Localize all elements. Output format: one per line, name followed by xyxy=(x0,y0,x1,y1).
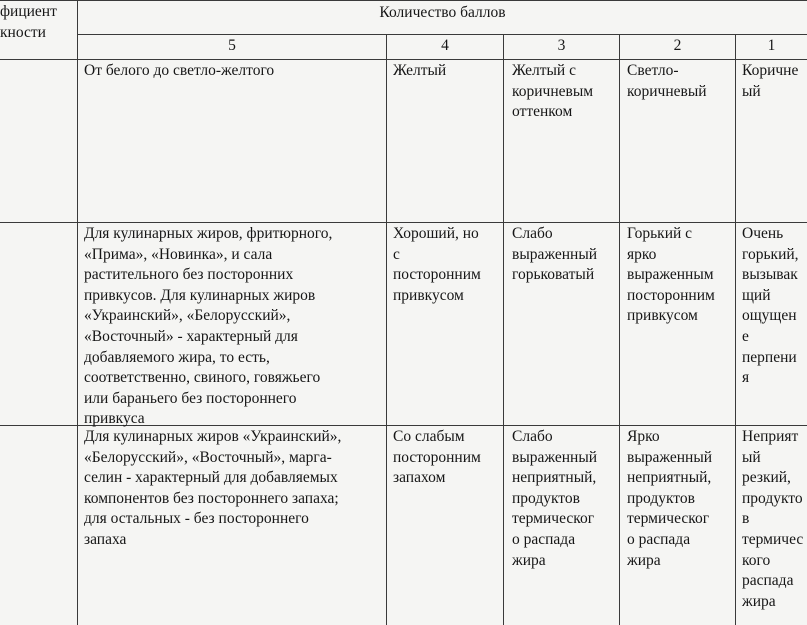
rule-header-split xyxy=(78,34,807,35)
rule-col-4 xyxy=(619,34,620,625)
cell-taste-score-2-line: посторонним xyxy=(627,286,715,304)
cell-smell-score-1-line: кого xyxy=(742,551,771,569)
cell-smell-score-3-line: о распада xyxy=(512,531,576,548)
cell-taste-score-4-line: привкусом xyxy=(393,286,464,304)
cell-taste-score-4-line: Хороший, но xyxy=(393,225,479,242)
cell-color-score-2-line: Светло- xyxy=(627,62,679,79)
cell-smell-score-5-line: Для кулинарных жиров «Украинский», xyxy=(84,428,342,445)
cell-smell-score-2-line: выраженный xyxy=(627,448,713,466)
cell-taste-score-2-line: ярко xyxy=(627,245,657,263)
cell-taste-score-3-line: Слабо xyxy=(512,225,553,242)
cell-taste-score-3-line: горьковатый xyxy=(512,266,595,284)
score-5-header: 5 xyxy=(228,37,236,54)
cell-smell-score-5-line: для остальных - без постороннего xyxy=(84,510,309,528)
score-4-header: 4 xyxy=(441,37,449,54)
cell-taste-score-5-line: «Украинский», «Белорусский», xyxy=(84,307,291,325)
cell-taste-score-5-line: или бараньего без постороннего xyxy=(84,389,297,407)
cell-color-score-3-line: Желтый с xyxy=(512,62,576,79)
cell-taste-score-1-line: вызывак xyxy=(742,266,798,284)
cell-smell-score-1-line: Неприят xyxy=(742,428,799,445)
cell-taste-score-1-line: горький, xyxy=(742,245,799,263)
cell-smell-score-1-line: продукто xyxy=(742,489,803,507)
cell-taste-score-2-line: Горький с xyxy=(627,225,693,242)
cell-smell-score-3-line: выраженный xyxy=(512,448,598,466)
cell-color-score-3-line: оттенком xyxy=(512,103,573,121)
cell-smell-score-1-line: термичес xyxy=(742,531,804,548)
cell-color-score-1-line: Коричне xyxy=(742,62,799,79)
rule-header-bottom xyxy=(0,59,807,60)
cell-taste-score-5-line: привкуса xyxy=(84,410,145,428)
cell-smell-score-5-line: селин - характерный для добавляемых xyxy=(84,469,338,487)
cell-color-score-5-line: От белого до светло-желтого xyxy=(84,62,275,79)
cell-smell-score-1-line: распада xyxy=(742,572,794,590)
cell-smell-score-3-line: термическог xyxy=(512,510,595,528)
cell-smell-score-2-line: Ярко xyxy=(627,428,660,445)
cell-smell-score-3-line: неприятный, xyxy=(512,469,597,487)
cell-taste-score-1-line: я xyxy=(742,369,750,387)
cell-taste-score-5-line: растительного без посторонних xyxy=(84,266,294,284)
rule-col-3 xyxy=(503,34,504,625)
cell-smell-score-5-line: компонентов без постороннего запаха; xyxy=(84,489,339,507)
cell-taste-score-4-line: с xyxy=(393,245,400,263)
cell-taste-score-4-line: посторонним xyxy=(393,266,481,284)
cell-taste-score-1-line: щий xyxy=(742,286,771,304)
cell-taste-score-3-line: выраженный xyxy=(512,245,598,263)
cell-smell-score-2-line: термическог xyxy=(627,510,710,528)
cell-taste-score-1-line: е xyxy=(742,328,749,345)
cell-smell-score-2-line: жира xyxy=(627,551,661,569)
cell-color-score-2-line: коричневый xyxy=(627,82,707,100)
score-1-header: 1 xyxy=(767,37,776,54)
cell-smell-score-1-line: жира xyxy=(742,592,776,610)
cell-taste-score-1-line: перпени xyxy=(742,348,797,366)
cell-smell-score-2-line: неприятный, xyxy=(627,469,712,487)
rule-col-2 xyxy=(386,34,387,625)
cell-taste-score-5-line: добавляемого жира, то есть, xyxy=(84,348,270,366)
cell-smell-score-3-line: продуктов xyxy=(512,489,580,507)
cell-color-score-3-line: коричневым xyxy=(512,82,594,100)
rule-col-1 xyxy=(77,0,78,625)
cell-smell-score-1-line: в xyxy=(742,510,750,528)
cell-taste-score-5-line: привкусов. Для кулинарных жиров xyxy=(84,286,316,304)
cell-smell-score-1-line: резкий, xyxy=(742,469,791,487)
rule-row-1-bottom xyxy=(0,222,807,223)
cell-smell-score-5-line: «Белорусский», «Восточный», марга- xyxy=(84,448,332,466)
cell-taste-score-5-line: Для кулинарных жиров, фритюрного, xyxy=(84,225,333,242)
cell-taste-score-5-line: соответственно, свиного, говяжьего xyxy=(84,369,321,387)
cell-taste-score-2-line: выраженным xyxy=(627,266,714,284)
rule-header-top xyxy=(0,0,807,1)
cell-smell-score-2-line: о распада xyxy=(627,531,691,548)
cell-smell-score-2-line: продуктов xyxy=(627,489,695,507)
cell-smell-score-3-line: жира xyxy=(512,551,546,569)
cell-smell-score-1-line: ый xyxy=(742,448,761,466)
coef-header-line-1: фициент xyxy=(0,3,57,20)
rule-col-5 xyxy=(735,34,736,625)
score-2-header: 2 xyxy=(673,37,682,54)
coef-header-line-2: кности xyxy=(0,24,46,41)
cell-smell-score-4-line: запахом xyxy=(393,469,446,487)
cell-color-score-4-line: Желтый xyxy=(393,62,447,79)
cell-taste-score-1-line: ощущен xyxy=(742,307,797,325)
cell-taste-score-1-line: Очень xyxy=(742,225,784,242)
cell-smell-score-4-line: посторонним xyxy=(393,448,481,466)
cell-color-score-1-line: ый xyxy=(742,82,761,100)
cell-taste-score-2-line: привкусом xyxy=(627,307,698,325)
cell-smell-score-4-line: Со слабым xyxy=(393,428,465,445)
score-3-header: 3 xyxy=(557,37,566,54)
cell-taste-score-5-line: «Восточный» - характерный для xyxy=(84,328,298,345)
scores-title: Количество баллов xyxy=(379,4,506,21)
cell-taste-score-5-line: «Прима», «Новинка», и сала xyxy=(84,245,273,263)
cell-smell-score-3-line: Слабо xyxy=(512,428,553,445)
cell-smell-score-5-line: запаха xyxy=(84,531,127,548)
